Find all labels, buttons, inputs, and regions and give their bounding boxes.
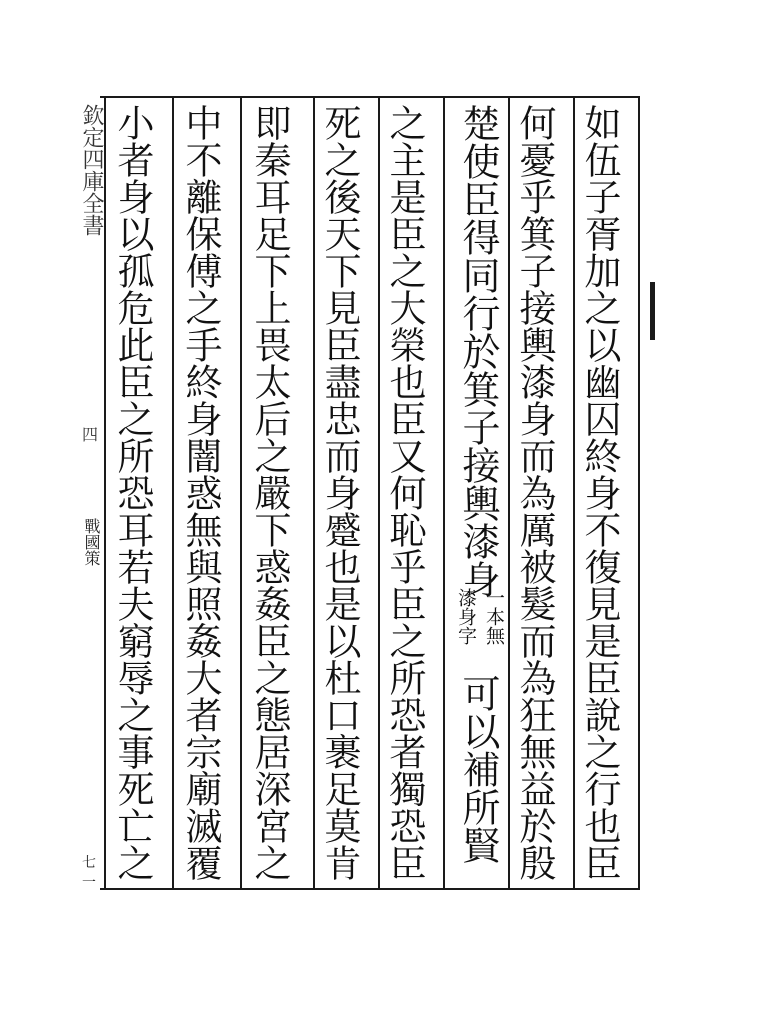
- text-column-8: [113, 104, 169, 881]
- column-divider: [573, 96, 575, 890]
- fishtail-mark: 四: [82, 425, 99, 444]
- column-text-tail: 可以補所賢: [456, 674, 500, 864]
- column-text: 之主是臣之大榮也臣又何恥乎臣之所恐者獨恐臣: [383, 104, 426, 881]
- text-column-3: [450, 104, 506, 888]
- text-column-4: [385, 104, 441, 881]
- column-divider: [172, 96, 174, 890]
- column-text: 中不離保傅之手終身闇惑無與照姦大者宗廟滅覆: [179, 104, 222, 881]
- frame-top-rule: [100, 96, 640, 98]
- text-column-1: [580, 104, 636, 881]
- column-divider: [313, 96, 315, 890]
- book-title: 欽定四庫全書: [79, 104, 104, 236]
- column-divider: [104, 96, 106, 890]
- column-text: 即秦耳足下上畏太后之嚴下惑姦臣之態居深宮之: [248, 104, 291, 881]
- frame-bottom-rule: [100, 888, 640, 890]
- page-number: 七一: [82, 855, 96, 891]
- page-margin: [80, 100, 102, 890]
- binding-mark: [650, 282, 655, 340]
- frame-right-rule: [638, 96, 640, 890]
- column-divider: [508, 96, 510, 890]
- text-column-2: [515, 104, 571, 881]
- column-text: 如伍子胥加之以幽囚終身不復見是臣說之行也臣: [578, 104, 621, 881]
- column-divider: [378, 96, 380, 890]
- note-line-right: 一本無: [483, 588, 505, 645]
- column-text: 小者身以孤危此臣之所恐耳若夫窮辱之事死亡之: [111, 104, 154, 881]
- column-text: 何憂乎箕子接輿漆身而為厲被髮而為狂無益於殷: [513, 104, 556, 881]
- column-divider: [240, 96, 242, 890]
- note-line-left: 漆身字: [455, 588, 477, 645]
- interlinear-note: [454, 588, 506, 645]
- text-column-7: [181, 104, 237, 881]
- column-text: 死之後天下見臣盡忠而身蹙也是以杜口裹足莫肯: [318, 104, 361, 881]
- column-text: 楚使臣得同行於箕子接輿漆身: [456, 104, 500, 598]
- column-divider: [443, 96, 445, 890]
- text-column-6: [250, 104, 306, 881]
- text-column-5: [320, 104, 376, 881]
- section-title: 戰國策: [82, 518, 101, 566]
